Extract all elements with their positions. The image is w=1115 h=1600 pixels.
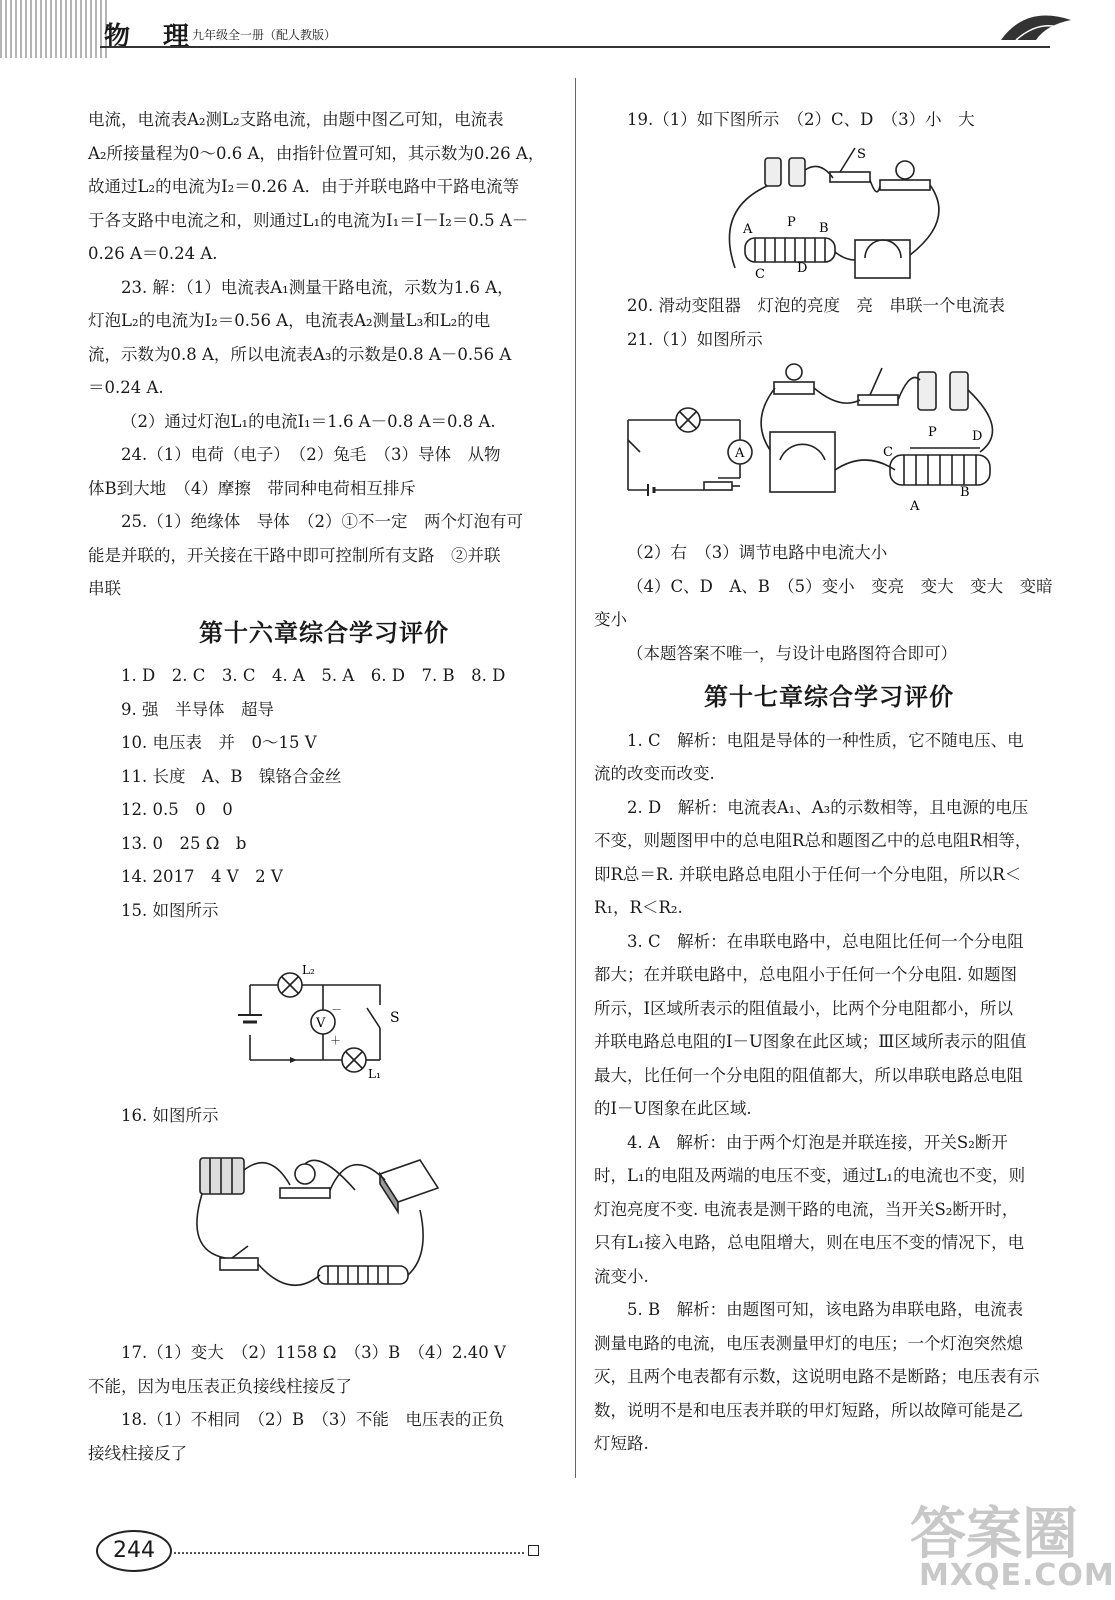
answer-1: 1. C 解析：电阻是导体的一种性质，它不随电压、电 — [627, 730, 1024, 750]
answer-20: 20. 滑动变阻器 灯泡的亮度 亮 串联一个电流表 — [627, 296, 1005, 315]
terminal-c-label: C — [755, 267, 765, 282]
circuit-diagram-15 — [230, 960, 420, 1080]
chapter-17-title: 第十七章综合学习评价 — [704, 682, 954, 711]
ammeter-label: A — [735, 446, 745, 461]
answer-line: 电流，电流表A₂测L₂支路电流，由题中图乙可知，电流表 — [88, 110, 504, 129]
answer-line: 不变，则题图甲中的总电阻R总和题图乙中的总电阻R相等， — [594, 831, 1032, 850]
answer-line: 只有L₁接入电路，总电阻增大，则在电压不变的情况下，电 — [594, 1233, 1025, 1252]
answer-19: 19.（1）如下图所示 （2）C、D （3）小 大 — [627, 110, 975, 129]
plus-terminal-label: ＋ — [330, 1034, 341, 1047]
answer-note: （本题答案不唯一，与设计电路图符合即可） — [627, 643, 957, 663]
answer-25: 25.（1）绝缘体 导体 （2）①不一定 两个灯泡有可 — [121, 512, 523, 531]
left-column — [88, 103, 560, 927]
answer-line: 都大；在并联电路中，总电阻小于任何一个分电阻. 如题图 — [594, 965, 1017, 984]
header-subject: 物 理 — [104, 22, 202, 52]
answer-line: 灯短路. — [594, 1434, 649, 1453]
answer-line: 能是并联的，开关接在干路中即可控制所有支路 ②并联 — [88, 545, 501, 565]
answer-21-2: （2）右 （3）调节电路中电流大小 — [627, 543, 888, 562]
answer-line: 不能，因为电压表正负接线柱接反了 — [88, 1376, 352, 1396]
page-number: 244 — [96, 1530, 172, 1572]
answer-line: 12. 0.5 0 0 — [121, 800, 233, 819]
terminal-a-label: A — [910, 499, 920, 514]
leaf-ornament-icon — [996, 0, 1076, 50]
answer-line: 接线柱接反了 — [88, 1443, 187, 1463]
answer-line: 流，示数为0.8 A，所以电流表A₃的示数是0.8 A－0.56 A — [88, 344, 512, 364]
answer-line: 流变小. — [594, 1266, 649, 1286]
answer-18: 18.（1）不相同 （2）B （3）不能 电压表的正负 — [121, 1410, 505, 1429]
terminal-d-label: D — [797, 261, 808, 276]
answer-line: 时，L₁的电阻及两端的电压不变，通过L₁的电流也不变，则 — [594, 1166, 1026, 1185]
answer-line: 最大，比任何一个分电阻的阻值都大，所以串联电路总电阻 — [594, 1065, 1023, 1085]
answer-line: 即R总＝R. 并联电路总电阻小于任何一个分电阻，所以R＜ — [594, 864, 1022, 884]
physical-circuit-19 — [715, 140, 1015, 290]
answer-line: 故通过L₂的电流为I₂＝0.26 A．由于并联电路中干路电流等 — [88, 177, 520, 196]
answer-line: 体B到大地 （4）摩擦 带同种电荷相互排斥 — [88, 478, 416, 498]
l2-label: L₂ — [302, 963, 315, 977]
answer-line: A₂所接量程为0～0.6 A，由指针位置可知，其示数为0.26 A， — [88, 143, 545, 163]
answer-line: （2）通过灯泡L₁的电流I₁＝1.6 A－0.8 A＝0.8 A. — [121, 411, 496, 431]
voltmeter-label: V — [316, 1016, 326, 1031]
terminal-b-label: B — [819, 221, 829, 236]
watermark — [905, 1490, 1115, 1600]
answer-2: 2. D 解析：电流表A₁、A₃的示数相等，且电源的电压 — [627, 797, 1029, 817]
switch-label: S — [390, 1010, 400, 1026]
switch-label: S — [857, 147, 866, 162]
terminal-b-label: B — [960, 485, 970, 500]
answer-line: 灭，且两个电表都有示数，这说明电路不是断路；电压表有示 — [594, 1367, 1040, 1386]
answer-23: 23. 解：（1）电流表A₁测量干路电流，示数为1.6 A， — [121, 277, 514, 297]
answer-line: 9. 强 半导体 超导 — [121, 699, 274, 719]
answer-line: 10. 电压表 并 0～15 V — [121, 733, 317, 752]
answer-3: 3. C 解析：在串联电路中，总电阻比任何一个分电阻 — [627, 931, 1024, 951]
answer-16: 16. 如图所示 — [121, 1106, 219, 1125]
answer-line: 灯泡L₂的电流为I₂＝0.56 A，电流表A₂测量L₃和L₂的电 — [88, 311, 491, 330]
l1-label: L₁ — [368, 1067, 381, 1081]
terminal-a-label: A — [743, 222, 753, 237]
chapter-16-title: 第十六章综合学习评价 — [199, 617, 449, 647]
answer-4: 4. A 解析：由于两个灯泡是并联连接，开关S₂断开 — [627, 1132, 1008, 1152]
answer-line: 并联电路总电阻的I－U图象在此区域；Ⅲ区域所表示的阻值 — [594, 1032, 1027, 1051]
page-header — [0, 0, 1086, 60]
header-subtitle: 九年级全一册（配人教版） — [192, 28, 337, 42]
terminal-p-label: P — [928, 425, 937, 440]
right-column-bottom — [594, 536, 1064, 1461]
right-column-mid — [594, 289, 1064, 356]
answer-line: 的I－U图象在此区域. — [594, 1099, 752, 1118]
answer-24: 24.（1）电荷（电子） （2）兔毛 （3）导体 从物 — [121, 445, 501, 464]
header-stripe-band — [0, 0, 110, 58]
answer-line: 灯泡亮度不变. 电流表是测干路的电流，当开关S₂断开时， — [594, 1199, 1019, 1219]
answer-line: 0.26 A＝0.24 A. — [88, 244, 218, 263]
answer-line: ＝0.24 A. — [88, 378, 164, 397]
answer-line: 15. 如图所示 — [121, 900, 219, 920]
column-divider — [575, 78, 576, 1478]
left-column-q16 — [88, 1099, 560, 1133]
answer-21: 21.（1）如图所示 — [627, 329, 763, 349]
answer-line: 11. 长度 A、B 镍铬合金丝 — [121, 766, 342, 786]
circuit-diagram-21 — [620, 360, 1040, 520]
physical-circuit-16 — [180, 1140, 460, 1320]
answer-line: 所示，Ⅰ区域所表示的阻值最小，比两个分电阻都小，所以 — [594, 998, 1014, 1018]
answer-line: 流的改变而改变. — [594, 764, 715, 783]
answer-line: 测量电路的电流，电压表测量甲灯的电压；一个灯泡突然熄 — [594, 1333, 1023, 1353]
header-rule — [100, 46, 1050, 48]
terminal-d-label: D — [972, 429, 983, 444]
answer-17: 17.（1）变大 （2）1158 Ω （3）B （4）2.40 V — [121, 1343, 506, 1362]
answer-5: 5. B 解析：由题图可知，该电路为串联电路，电流表 — [627, 1300, 1024, 1319]
answer-line: 变小 — [594, 610, 627, 629]
right-column-top — [594, 103, 1064, 137]
answer-line: 数，说明不是和电压表并联的甲灯短路，所以故障可能是乙 — [594, 1400, 1023, 1420]
minus-terminal-label: － — [331, 1003, 342, 1016]
answer-line: 1. D 2. C 3. C 4. A 5. A 6. D 7. B 8. D — [121, 666, 506, 685]
watermark-text: 答案圈 — [910, 1502, 1078, 1567]
left-column-bottom — [88, 1336, 560, 1470]
terminal-p-label: P — [787, 215, 796, 230]
answer-line: 13. 0 25 Ω b — [121, 833, 247, 853]
footer-square-icon — [528, 1545, 539, 1556]
watermark-url: MXQE.COM — [919, 1558, 1115, 1593]
answer-line: 于各支路中电流之和，则通过L₁的电流为I₁＝I－I₂＝0.5 A－ — [88, 210, 529, 230]
footer-dotted-rule — [174, 1552, 524, 1554]
answer-line: 14. 2017 4 V 2 V — [121, 867, 283, 886]
answer-line: 串联 — [88, 579, 121, 598]
answer-line: （4）C、D A、B （5）变小 变亮 变大 变大 变暗 — [627, 576, 1053, 596]
terminal-c-label: C — [883, 445, 893, 460]
answer-line: R₁，R＜R₂. — [594, 898, 683, 917]
